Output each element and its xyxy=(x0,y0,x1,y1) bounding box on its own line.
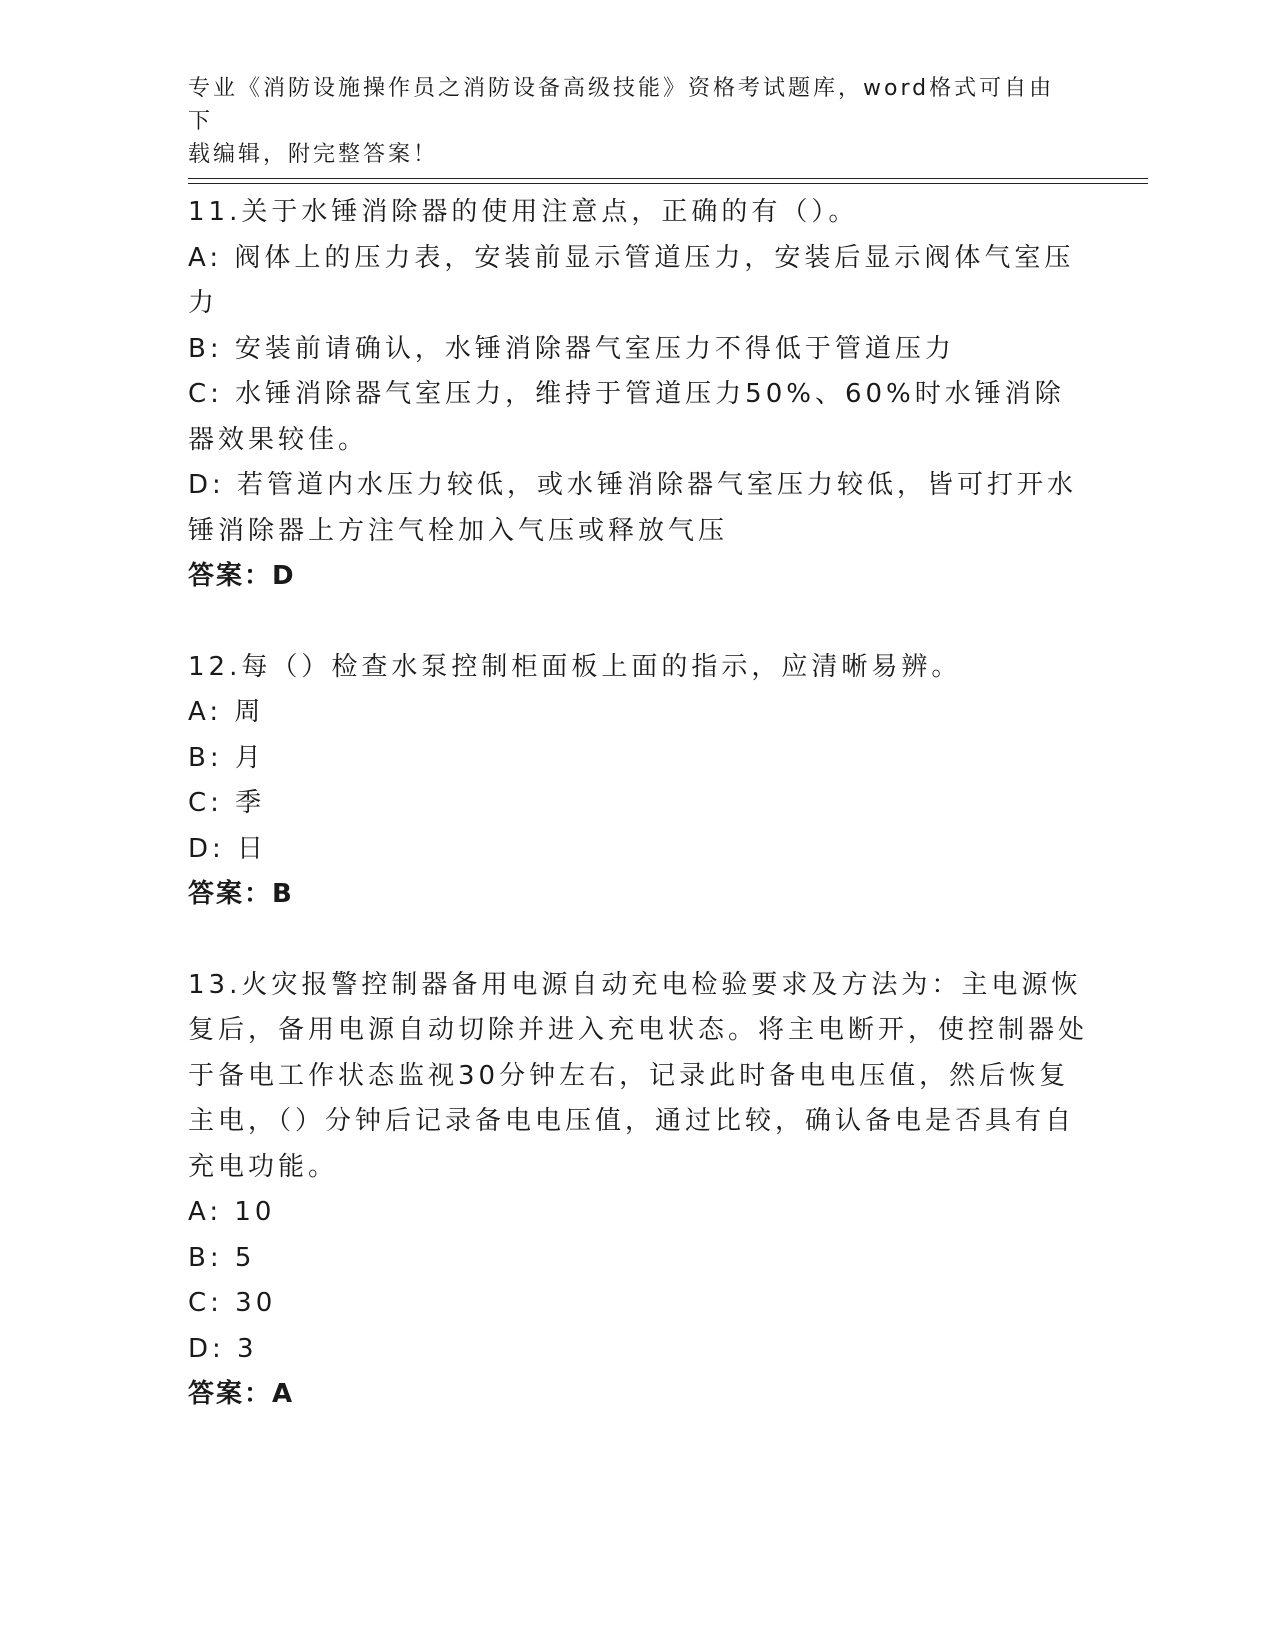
answer: 答案：A xyxy=(188,1379,295,1409)
question-spacer xyxy=(188,600,1088,645)
option-b: B: 月 xyxy=(188,742,265,773)
question-list xyxy=(188,190,1088,1418)
option-d: D: 日 xyxy=(188,833,268,864)
option-b: B: 5 xyxy=(188,1242,256,1273)
question-stem: 12.每（）检查水泵控制柜面板上面的指示，应清晰易辨。 xyxy=(188,651,962,682)
option-a: A: 周 xyxy=(188,697,265,727)
option-d: D: 若管道内水压力较低，或水锤消除器气室压力较低，皆可打开水锤消除器上方注气栓加入气压或释放气压 xyxy=(188,470,1078,546)
option-c: C: 季 xyxy=(188,788,266,818)
question-13 xyxy=(188,963,1088,1418)
answer: 答案：D xyxy=(188,561,296,591)
question-11 xyxy=(188,190,1088,600)
document-header xyxy=(188,72,1068,171)
option-b: B: 安装前请确认，水锤消除器气室压力不得低于管道压力 xyxy=(188,333,955,364)
question-spacer xyxy=(188,918,1088,963)
question-stem: 13.火灾报警控制器备用电源自动充电检验要求及方法为：主电源恢复后，备用电源自动切除并进入充电状态。将主电断开，使控制器处于备电工作状态监视30分钟左右，记录此时备电电压值，然后恢复主电，（）分钟后记录备电电压值，通过比较，确认备电是否具有自充电功能。 xyxy=(188,969,1089,1182)
header-line-1: 专业《消防设施操作员之消防设备高级技能》资格考试题库，word格式可自由下 xyxy=(188,76,1055,134)
question-12 xyxy=(188,645,1088,918)
header-line-2: 载编辑，附完整答案！ xyxy=(188,142,439,167)
header-divider-top xyxy=(188,178,1148,179)
question-stem: 11.关于水锤消除器的使用注意点，正确的有（）。 xyxy=(188,197,859,227)
header-divider-bottom xyxy=(188,183,1148,184)
option-c: C: 30 xyxy=(188,1288,277,1318)
option-c: C: 水锤消除器气室压力，维持于管道压力50%、60%时水锤消除器效果较佳。 xyxy=(188,379,1065,455)
option-a: A: 10 xyxy=(188,1197,276,1227)
option-d: D: 3 xyxy=(188,1333,258,1364)
option-a: A: 阀体上的压力表，安装前显示管道压力，安装后显示阀体气室压力 xyxy=(188,242,1075,318)
answer: 答案：B xyxy=(188,879,294,909)
